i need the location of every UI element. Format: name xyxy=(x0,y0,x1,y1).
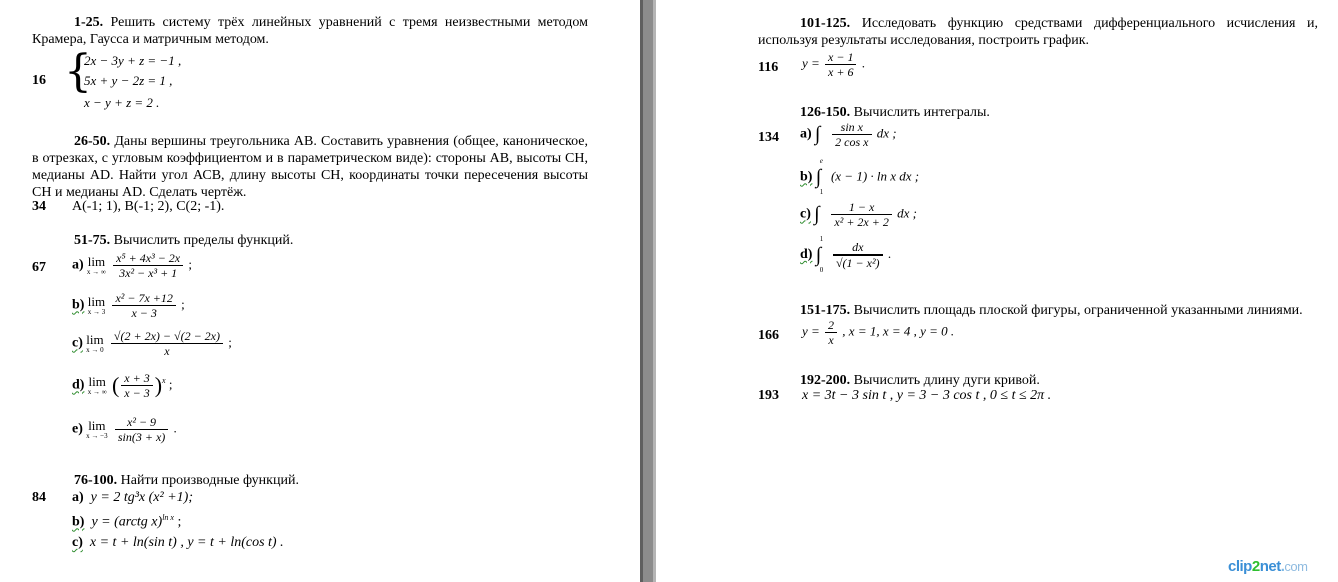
function-formula: y = $\frac{x - 1}{x + 6}$ . xyxy=(802,50,865,79)
variant-number: 84 xyxy=(32,490,46,505)
arc-curve-formula: x = 3t − 3 sin t , y = 3 − 3 cos t , 0 ≤ t ≤ 2π . xyxy=(802,388,1052,403)
task-76-100-text: 76-100. Найти производные функций. xyxy=(74,473,299,488)
variant-number: 134 xyxy=(758,130,779,145)
variant-number: 166 xyxy=(758,328,779,343)
variant-number: 67 xyxy=(32,260,46,275)
equation-row: 2x − 3y + z = −1 , xyxy=(84,53,182,68)
variant-number: 16 xyxy=(32,73,46,88)
clip2net-watermark: clip2net.com xyxy=(1228,558,1308,575)
derivative-c: c) x = t + ln(sin t) , y = t + ln(cos t) . xyxy=(72,535,284,550)
task-51-75-text: 51-75. Вычислить пределы функций. xyxy=(74,233,294,248)
triangle-vertices: А(-1; 1), В(-1; 2), С(2; -1). xyxy=(72,199,225,214)
variant-number: 193 xyxy=(758,388,779,403)
variant-number: 116 xyxy=(758,60,779,75)
task-26-50-text: 26-50. Даны вершины треугольника АВ. Составить уравнения (общее, каноническое, в отрезках, с угловым коэффициентом и в параметрическом виде): стороны АВ, высоты СН, медианы AD. Найти угол АСВ, длину высоты СН, координаты точки пересечения высоты СН и медианы AD. Сделать чертёж. xyxy=(32,134,588,200)
document-page-left xyxy=(0,0,640,582)
derivative-a: а) y = 2 tg³x (x² +1); xyxy=(72,490,193,505)
derivative-b: b) y = (arctg x)$^{ln x}$ ; xyxy=(72,513,182,530)
integral-b: b) ∫ e 1 (x − 1) · ln x dx ; xyxy=(800,157,920,196)
limit-c: c) lim x → 0 $\frac{√(2 + 2x) - √(2 - 2x)}{x}$ ; xyxy=(72,329,232,358)
area-curves: y = $\frac{2}{x}$ , x = 1, x = 4 , y = 0 . xyxy=(802,318,955,347)
limit-d: d) lim x → ∞ ( $\frac{x + 3}{x - 3}$ )$^x$ ; xyxy=(72,371,173,400)
task-151-175-text: 151-175. Вычислить площадь плоской фигуры, ограниченной указанными линиями. xyxy=(800,303,1303,318)
task-1-25-text: 1-25. Решить систему трёх линейных уравнений с тремя неизвестными методом Крамера, Гаусса и матричным методом. xyxy=(32,15,588,47)
equation-row: x − y + z = 2 . xyxy=(84,95,160,110)
task-101-125-text: 101-125. Исследовать функцию средствами дифференциального исчисления и, используя результаты исследования, построить график. xyxy=(758,16,1318,48)
integral-d: d) ∫ 1 0 $\frac{dx}{\text{√(1 − x²)}}$ . xyxy=(800,234,892,274)
task-192-200-text: 192-200. Вычислить длину дуги кривой. xyxy=(800,373,1040,388)
system-brace: { xyxy=(64,46,92,97)
limit-a: а) lim x → ∞ $\frac{\text{x⁵ + 4x³ − 2x}}{\text{3x² − x³ + 1}}$ ; xyxy=(72,251,192,280)
document-page-right xyxy=(656,0,1338,582)
limit-e: e) lim x → −3 $\frac{\text{x² − 9}}{\sin(3 + x)}$ . xyxy=(72,415,177,444)
integral-c: c) ∫ $\frac{1 - x}{\text{x² + 2x + 2}}$ dx ; xyxy=(800,200,917,229)
task-126-150-text: 126-150. Вычислить интегралы. xyxy=(800,105,990,120)
integral-a: а) ∫ $\frac{\text{sin x}}{\text{2 cos x}}$ dx ; xyxy=(800,120,897,149)
page-divider xyxy=(640,0,656,582)
variant-number: 34 xyxy=(32,199,46,214)
limit-b: b) lim x → 3 $\frac{\text{x² − 7x +12}}{x - 3}$ ; xyxy=(72,291,185,320)
equation-row: 5x + y − 2z = 1 , xyxy=(84,73,173,88)
